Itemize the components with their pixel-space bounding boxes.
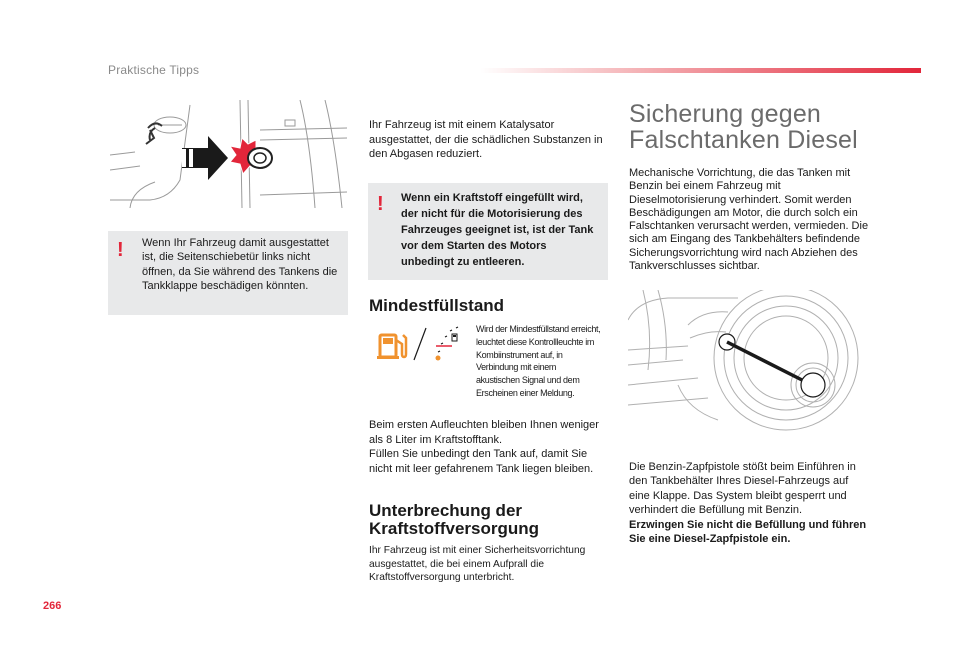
- misfuel-intro-text: Mechanische Vorrichtung, die das Tanken mit Benzin bei einem Fahrzeug mit Dieselmotorisierung verhindert. Somit werden Beschädigungen am Motor, die durch solch ein Falschtanken verursacht werden, vermieden. Die sich am Eingang des Tankbehälters befindende Sicherungsvorrichtung wird nach Abziehen des Tankverschlusses sichtbar.: [629, 167, 869, 273]
- misfuel-device-illustration: [628, 290, 861, 435]
- low-fuel-indicator-icons: [370, 322, 470, 368]
- catalyst-text: Ihr Fahrzeug ist mit einem Katalysator ausgestattet, der die schädlichen Substanzen in den Abgasen reduziert.: [369, 119, 603, 160]
- header-accent-bar: [480, 68, 921, 73]
- fuel-cutoff-heading-line2: Kraftstoffversorgung: [369, 519, 540, 538]
- min-level-heading: Mindestfüllstand: [369, 296, 505, 315]
- fuel-door-illustration: [110, 100, 347, 208]
- exclamation-icon: !: [117, 239, 124, 261]
- fuel-gauge-icon: [437, 327, 458, 360]
- misfuel-closing-text: [629, 460, 869, 546]
- exclamation-icon: !: [377, 193, 384, 215]
- fuel-cutoff-body-text: Ihr Fahrzeug ist mit einer Sicherheitsvorrichtung ausgestattet, die bei einem Aufprall die Kraftstoffversorgung unterbricht.: [369, 545, 586, 583]
- fuel-pump-icon: [377, 335, 406, 359]
- wrong-fuel-warning-text: Wenn ein Kraftstoff eingefüllt wird, der nicht für die Motorisierung des Fahrzeuges geeignet ist, ist der Tank vor dem Starten des Motors unbedingt zu entleeren.: [401, 192, 594, 268]
- misfuel-closing-normal: Die Benzin-Zapfpistole stößt beim Einführen in den Tankbehälter Ihres Diesel-Fahrzeugs auf eine Klappe. Das System bleibt gesperrt und verhindert die Befüllung mit Benzin.: [629, 461, 856, 517]
- misfuel-heading-line2: Falschtanken Diesel: [629, 126, 858, 154]
- sliding-door-warning-text: Wenn Ihr Fahrzeug damit ausgestattet ist, die Seitenschiebetür links nicht öffnen, da Sie während des Tankens die Tankklappe beschädigen könnten.: [142, 237, 338, 293]
- fuel-cutoff-heading-line1: Unterbrechung der: [369, 501, 523, 520]
- page-number: 266: [43, 600, 62, 612]
- min-level-body-text: Beim ersten Aufleuchten bleiben Ihnen weniger als 8 Liter im Kraftstofftank. Füllen Sie unbedingt den Tank auf, damit Sie nicht mit leer gefahrenem Tank liegen bleiben.: [369, 419, 599, 475]
- section-title: Praktische Tipps: [108, 63, 200, 77]
- min-level-indicator-text: Wird der Mindestfüllstand erreicht, leuchtet diese Kontrollleuchte im Kombiinstrument auf, in Verbindung mit einem akustischen Signal und dem Erscheinen einer Meldung.: [476, 324, 601, 398]
- misfuel-closing-bold: Erzwingen Sie nicht die Befüllung und führen Sie eine Diesel-Zapfpistole ein.: [629, 518, 867, 546]
- misfuel-heading-line1: Sicherung gegen: [629, 100, 822, 128]
